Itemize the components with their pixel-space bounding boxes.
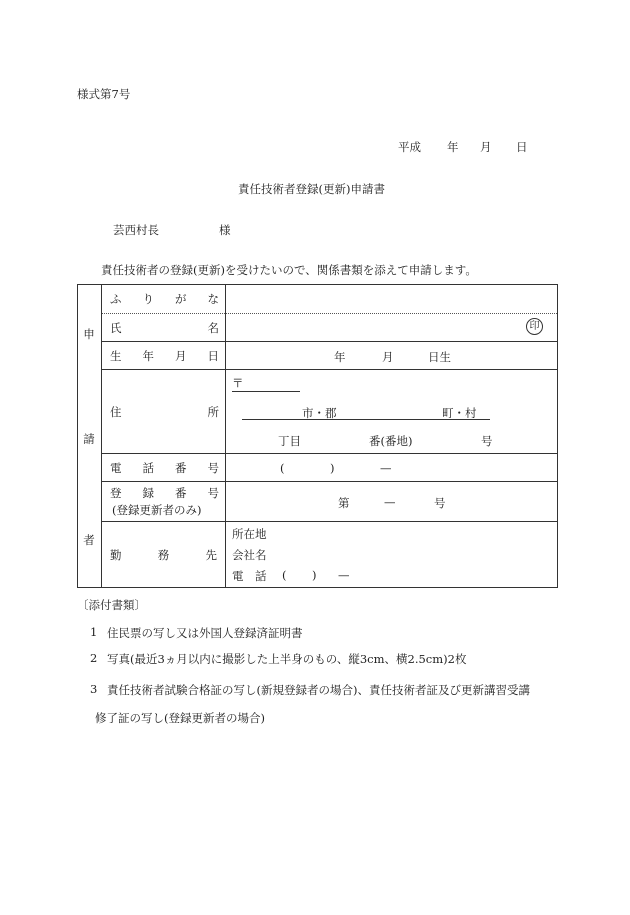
phone-label: 電 話 番 号 <box>102 454 226 482</box>
birth-label: 生 年 月 日 <box>102 342 226 370</box>
date-era: 平成 <box>398 140 421 154</box>
name-label: 氏 名 <box>102 314 226 342</box>
name-field[interactable] <box>226 314 558 342</box>
application-form-table <box>77 284 558 588</box>
form-number: 様式第7号 <box>77 87 131 101</box>
date-year: 年 <box>447 140 459 154</box>
applicant-side-label <box>78 285 102 588</box>
intro-text: 責任技術者の登録(更新)を受けたいので、関係書類を添えて申請します。 <box>101 263 477 277</box>
phone-field[interactable]: ( ) — <box>226 454 558 482</box>
address-label: 住 所 <box>102 370 226 454</box>
side-char-sha: 者 <box>83 533 95 547</box>
workplace-field[interactable]: 所在地 会社名 電 話 ( ) — <box>226 522 558 588</box>
seal-mark: 印 <box>526 318 543 335</box>
postal-code: 〒 <box>232 375 300 392</box>
furigana-field[interactable] <box>226 285 558 314</box>
document-title: 責任技術者登録(更新)申請書 <box>238 182 385 196</box>
registration-number-label: 登 録 番 号 (登録更新者のみ) <box>102 482 226 522</box>
birth-date-field[interactable]: 年 月 日生 <box>226 342 558 370</box>
side-char-shin: 申 <box>83 327 95 341</box>
attachments-heading: 〔添付書類〕 <box>77 598 146 612</box>
address-field[interactable]: 〒 市・郡 町・村 丁目 番(番地) 号 <box>226 370 558 454</box>
date-day: 日 <box>516 140 528 154</box>
addressee-honorific: 様 <box>219 223 231 237</box>
registration-number-field[interactable]: 第 — 号 <box>226 482 558 522</box>
side-char-sei: 請 <box>83 432 95 446</box>
furigana-label: ふ り が な <box>102 285 226 314</box>
addressee-name: 芸西村長 <box>113 223 159 237</box>
workplace-label: 勤 務 先 <box>102 522 226 588</box>
registration-note: (登録更新者のみ) <box>112 503 202 517</box>
date-month: 月 <box>480 140 492 154</box>
city-town-line: 市・郡 町・村 <box>242 405 490 420</box>
